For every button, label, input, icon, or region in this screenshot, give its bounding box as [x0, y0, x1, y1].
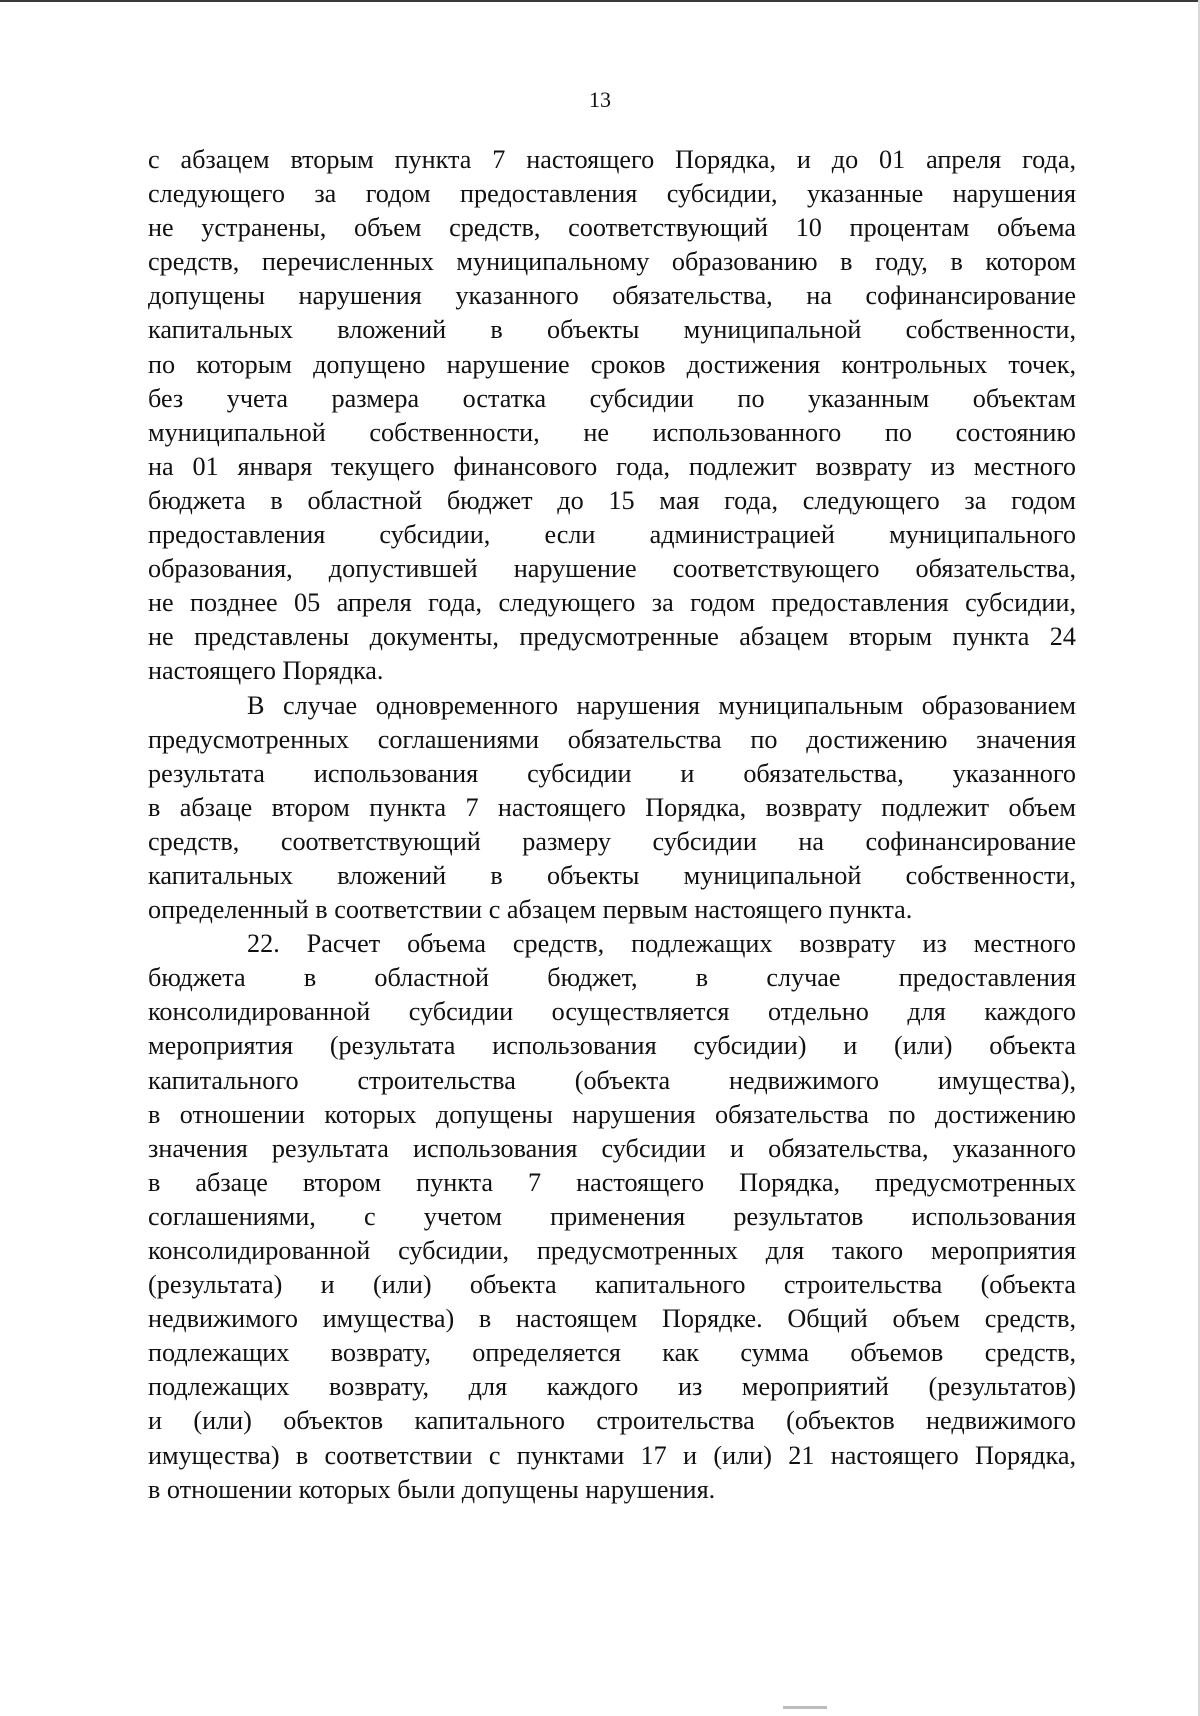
scan-artifact: [783, 1706, 827, 1709]
paragraph-1-line: не позднее 05 апреля года, следующего за годом предоставления субсидии,: [148, 588, 1076, 618]
paragraph-3-line: имущества) в соответствии с пунктами 17 и (или) 21 настоящего Порядка,: [148, 1440, 1076, 1470]
text-lines: [148, 143, 1076, 1507]
paragraph-3-line: бюджета в областной бюджет, в случае предоставления: [148, 963, 1076, 993]
paragraph-1-line: не устранены, объем средств, соответствующий 10 процентам объема: [148, 213, 1076, 243]
paragraph-2-line: средств, соответствующий размеру субсидии на софинансирование: [148, 826, 1076, 856]
paragraph-1-line: по которым допущено нарушение сроков достижения контрольных точек,: [148, 349, 1076, 379]
paragraph-2-line: предусмотренных соглашениями обязательства по достижению значения: [148, 724, 1076, 754]
scan-top-edge: [0, 0, 1200, 2]
paragraph-1-line: без учета размера остатка субсидии по указанным объектам: [148, 383, 1076, 413]
paragraph-1-line: с абзацем вторым пункта 7 настоящего Порядка, и до 01 апреля года,: [148, 145, 1076, 174]
paragraph-3-line: капитального строительства (объекта недвижимого имущества),: [148, 1065, 1076, 1095]
paragraph-1-line: бюджета в областной бюджет до 15 мая года, следующего за годом: [148, 485, 1076, 515]
paragraph-2-line: определенный в соответствии с абзацем первым настоящего пункта.: [148, 895, 913, 925]
paragraph-3-line: подлежащих возврату, определяется как сумма объемов средств,: [148, 1338, 1076, 1368]
paragraph-3-line: 22. Расчет объема средств, подлежащих возврату из местного: [247, 929, 1076, 959]
page-number: 13: [589, 87, 611, 112]
paragraph-3-line: и (или) объектов капитального строительства (объектов недвижимого: [148, 1406, 1076, 1436]
paragraph-1-line: следующего за годом предоставления субсидии, указанные нарушения: [148, 179, 1076, 209]
paragraph-3-line: мероприятия (результата использования субсидии) и (или) объекта: [148, 1031, 1076, 1061]
paragraph-1-line: допущены нарушения указанного обязательства, на софинансирование: [148, 281, 1076, 311]
paragraph-3-line: в отношении которых были допущены нарушения.: [148, 1474, 716, 1504]
paragraph-2-line: результата использования субсидии и обязательства, указанного: [148, 758, 1076, 788]
paragraph-3-line: в абзаце втором пункта 7 настоящего Порядка, предусмотренных: [148, 1167, 1076, 1197]
paragraph-1-line: на 01 января текущего финансового года, подлежит возврату из местного: [148, 451, 1076, 481]
document-body: [148, 143, 1076, 1507]
paragraph-3-line: консолидированной субсидии, предусмотренных для такого мероприятия: [148, 1236, 1076, 1265]
paragraph-1-line: образования, допустившей нарушение соответствующего обязательства,: [148, 554, 1076, 584]
paragraph-2-line: В случае одновременного нарушения муниципальным образованием: [247, 690, 1076, 720]
paragraph-2-line: в абзаце втором пункта 7 настоящего Порядка, возврату подлежит объем: [148, 792, 1076, 822]
paragraph-3-line: значения результата использования субсидии и обязательства, указанного: [148, 1133, 1076, 1163]
paragraph-3-line: (результата) и (или) объекта капитального строительства (объекта: [148, 1270, 1076, 1300]
paragraph-1-line: настоящего Порядка.: [148, 656, 384, 686]
paragraph-1-line: капитальных вложений в объекты муниципальной собственности,: [148, 315, 1076, 345]
paragraph-1-line: не представлены документы, предусмотренные абзацем вторым пункта 24: [148, 622, 1076, 652]
paragraph-3-line: в отношении которых допущены нарушения обязательства по достижению: [148, 1099, 1076, 1129]
paragraph-1-line: муниципальной собственности, не использованного по состоянию: [148, 417, 1076, 447]
paragraph-3-line: консолидированной субсидии осуществляется отдельно для каждого: [148, 997, 1076, 1027]
paragraph-1-line: предоставления субсидии, если администрацией муниципального: [148, 520, 1076, 550]
paragraph-1-line: средств, перечисленных муниципальному образованию в году, в котором: [148, 247, 1076, 277]
paragraph-3-line: соглашениями, с учетом применения результатов использования: [148, 1201, 1076, 1231]
paragraph-3-line: подлежащих возврату, для каждого из мероприятий (результатов): [148, 1372, 1076, 1402]
paragraph-2-line: капитальных вложений в объекты муниципальной собственности,: [148, 860, 1076, 890]
paragraph-3-line: недвижимого имущества) в настоящем Порядке. Общий объем средств,: [148, 1304, 1076, 1334]
